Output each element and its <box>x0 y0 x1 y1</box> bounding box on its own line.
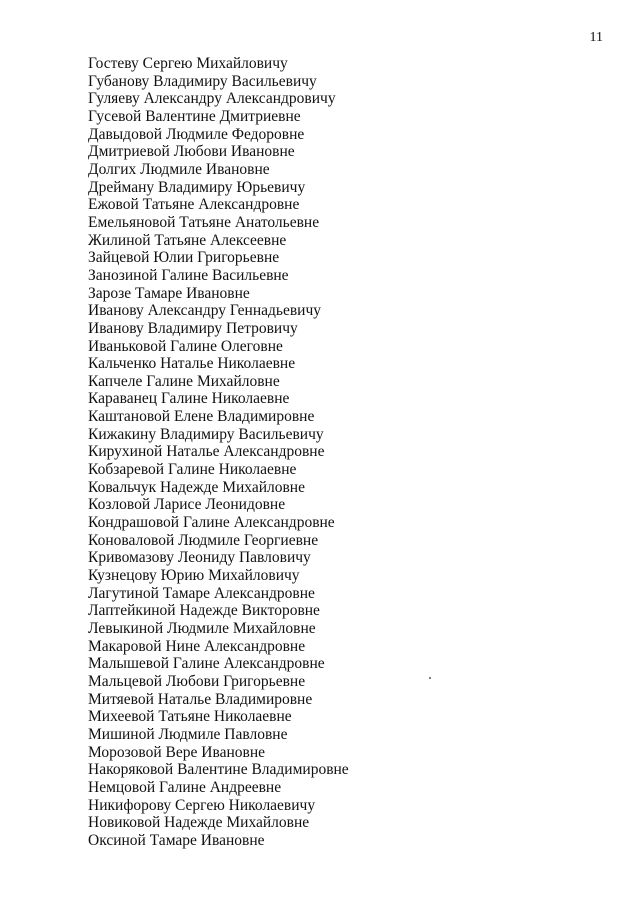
list-item: Оксиной Тамаре Ивановне <box>88 831 265 849</box>
list-item: Кижакину Владимиру Васильевичу <box>88 425 324 443</box>
list-item: Накоряковой Валентине Владимировне <box>88 761 349 779</box>
list-item: Емельяновой Татьяне Анатольевне <box>88 213 320 231</box>
list-item: Гусевой Валентине Дмитриевне <box>88 107 301 125</box>
list-item: Кривомазову Леониду Павловичу <box>88 549 311 567</box>
list-item: Мишиной Людмиле Павловне <box>88 725 288 743</box>
list-item: Ежовой Татьяне Александровне <box>88 196 300 214</box>
list-item: Губанову Владимиру Васильевичу <box>88 72 317 90</box>
list-item: Гостеву Сергею Михайловичу <box>88 55 288 72</box>
list-item: Левыкиной Людмиле Михайловне <box>88 620 316 637</box>
list-item: Коноваловой Людмиле Георгиевне <box>88 531 319 549</box>
list-item: Жилиной Татьяне Алексеевне <box>88 231 287 249</box>
list-item: Ковальчук Надежде Михайловне <box>88 478 305 496</box>
list-item: Иванову Александру Геннадьевичу <box>88 302 322 320</box>
list-item: Иванову Владимиру Петровичу <box>88 319 298 337</box>
list-item: Кондрашовой Галине Александровне <box>88 514 335 532</box>
list-item: Малышевой Галине Александровне <box>88 655 325 673</box>
list-item: Никифорову Сергею Николаевичу <box>88 796 316 814</box>
list-item: Гуляеву Александру Александровичу <box>88 90 336 108</box>
list-item: Кузнецову Юрию Михайловичу <box>88 567 300 585</box>
list-item: Давыдовой Людмиле Федоровне <box>88 125 305 143</box>
list-item: Иваньковой Галине Олеговне <box>88 337 283 355</box>
list-item: Козловой Ларисе Леонидовне <box>88 496 286 514</box>
list-item: Лагутиной Тамаре Александровне <box>88 584 315 602</box>
list-item: Морозовой Вере Ивановне <box>88 743 266 761</box>
list-item: Лаптейкиной Надежде Викторовне <box>88 602 320 620</box>
list-item: Михеевой Татьяне Николаевне <box>88 708 292 726</box>
page-number: 11 <box>589 30 603 45</box>
list-item: Долгих Людмиле Ивановне <box>88 160 270 178</box>
list-item: Занозиной Галине Васильевне <box>88 266 289 284</box>
list-item: Немцовой Галине Андреевне <box>88 778 282 796</box>
scan-speck <box>429 677 431 679</box>
names-list <box>88 55 558 850</box>
list-item: Дрейману Владимиру Юрьевичу <box>88 178 306 196</box>
list-item: Кобзаревой Галине Николаевне <box>88 461 297 479</box>
list-item: Дмитриевой Любови Ивановне <box>88 143 295 161</box>
list-item: Новиковой Надежде Михайловне <box>88 814 310 832</box>
list-item: Мальцевой Любови Григорьевне <box>88 672 306 690</box>
list-item: Каштановой Елене Владимировне <box>88 408 315 426</box>
list-item: Зарозе Тамаре Ивановне <box>88 284 250 302</box>
list-item: Караванец Галине Николаевне <box>88 390 290 408</box>
list-item: Макаровой Нине Александровне <box>88 637 306 655</box>
list-item: Зайцевой Юлии Григорьевне <box>88 249 280 267</box>
list-item: Кирухиной Наталье Александровне <box>88 443 325 461</box>
list-item: Кальченко Наталье Николаевне <box>88 355 296 373</box>
list-item: Капчеле Галине Михайловне <box>88 372 280 390</box>
list-item: Митяевой Наталье Владимировне <box>88 690 313 708</box>
